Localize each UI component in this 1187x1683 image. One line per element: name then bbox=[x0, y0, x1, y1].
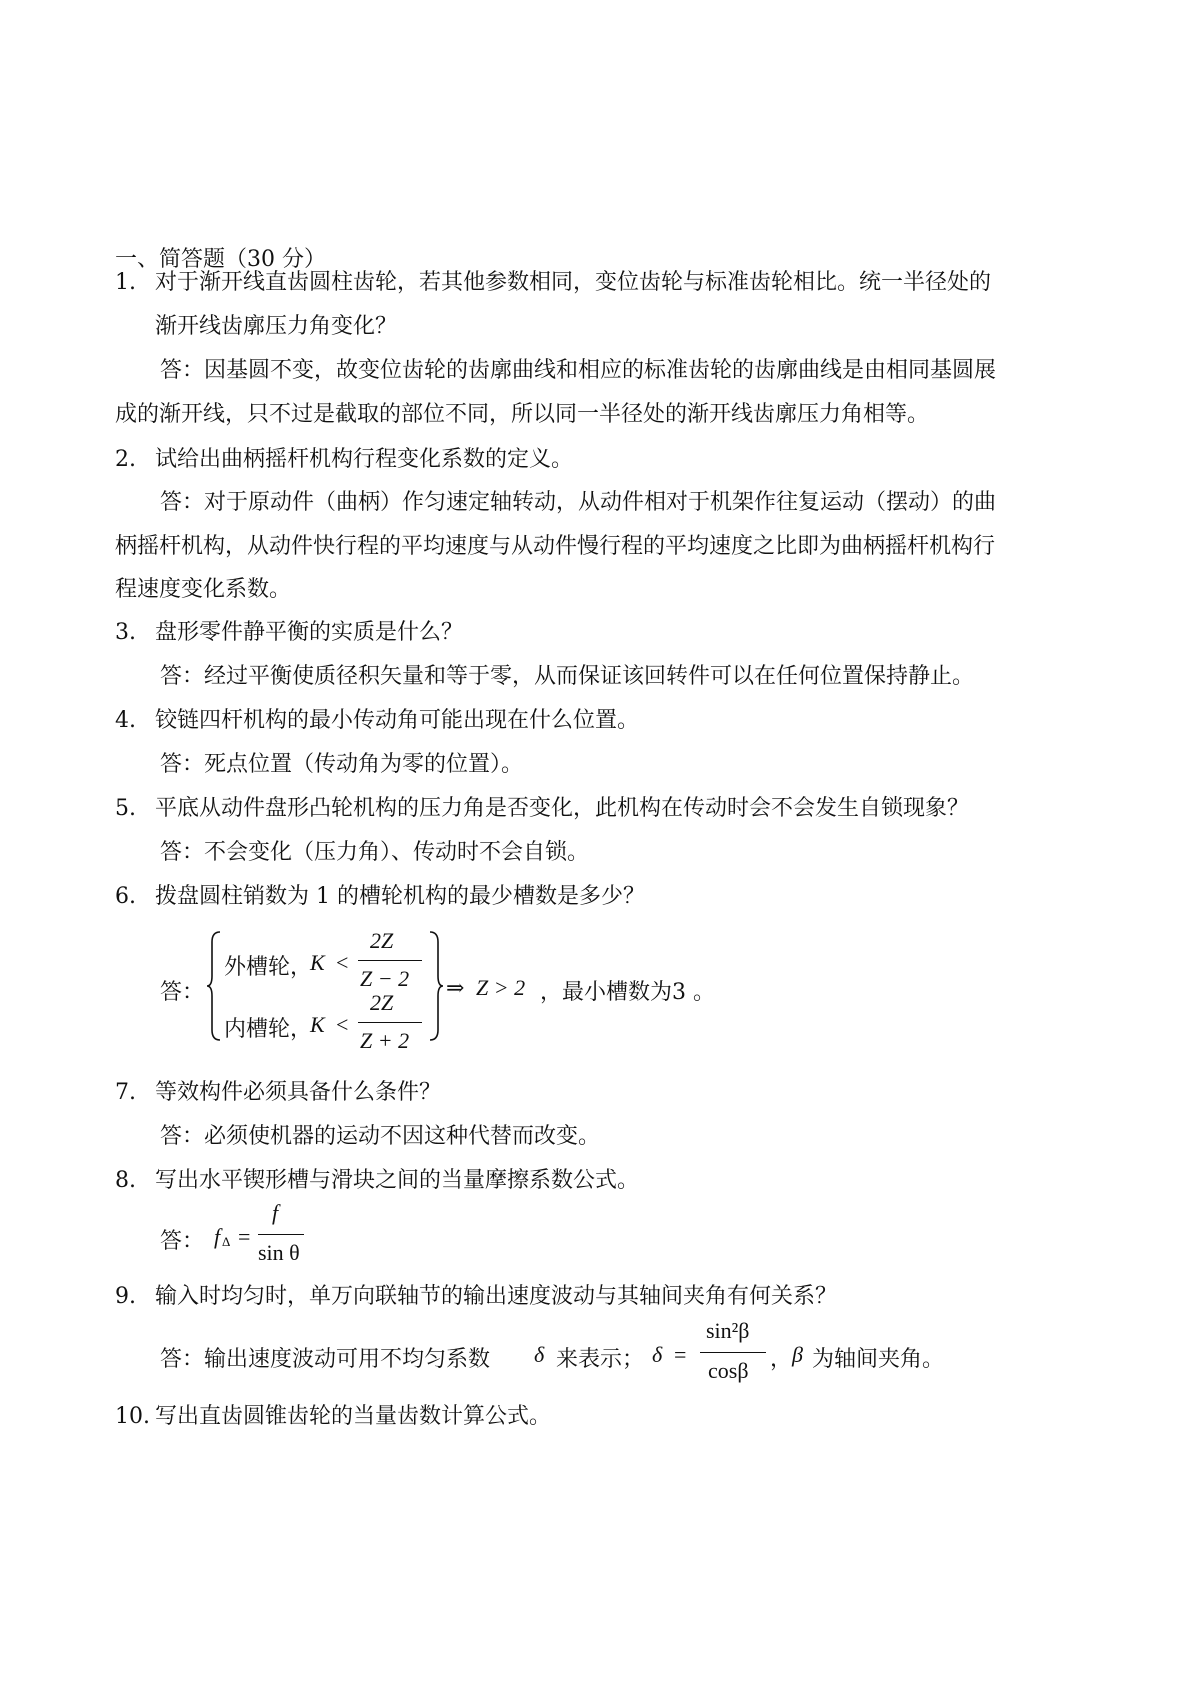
question-number: 7. bbox=[115, 1080, 136, 1105]
question-1-cont: 渐开线齿廓压力角变化？ bbox=[155, 314, 398, 339]
result-inequality: Z > 2 bbox=[476, 975, 526, 1000]
f-denominator: sin θ bbox=[258, 1240, 300, 1265]
answer-1-line-1: 答：因基圆不变，故变位齿轮的齿廓曲线和相应的标准齿轮的齿廓曲线是由相同基圆展 bbox=[160, 358, 997, 383]
left-brace-icon bbox=[206, 930, 222, 1042]
answer-4: 答：死点位置（传动角为零的位置）。 bbox=[160, 752, 524, 777]
answer-2-line-3: 程速度变化系数。 bbox=[115, 577, 292, 602]
delta-numerator: sin²β bbox=[706, 1318, 750, 1343]
outer-label: 外槽轮， bbox=[224, 955, 313, 980]
answer-prefix: 答：输出速度波动可用不均匀系数 bbox=[160, 1347, 491, 1372]
f-lhs: f bbox=[214, 1224, 221, 1249]
question-number: 5. bbox=[115, 796, 136, 821]
answer-1-line-2: 成的渐开线，只不过是截取的部位不同，所以同一半径处的渐开线齿廓压力角相等。 bbox=[115, 402, 930, 427]
inner-label: 内槽轮， bbox=[224, 1017, 313, 1042]
question-text: 平底从动件盘形凸轮机构的压力角是否变化，此机构在传动时会不会发生自锁现象？ bbox=[155, 796, 970, 821]
outer-k: K bbox=[310, 950, 325, 975]
answer-5: 答：不会变化（压力角）、传动时不会自锁。 bbox=[160, 840, 590, 865]
equals-sign: = bbox=[238, 1224, 251, 1249]
question-1 bbox=[115, 268, 991, 298]
question-text: 试给出曲柄摇杆机构行程变化系数的定义。 bbox=[155, 447, 574, 472]
question-text: 写出直齿圆锥齿轮的当量齿数计算公式。 bbox=[155, 1404, 552, 1429]
answer-mid: 来表示； bbox=[556, 1347, 645, 1372]
result-text: ，最小槽数为3 。 bbox=[540, 980, 715, 1005]
answer-prefix: 答： bbox=[160, 1229, 205, 1254]
question-text: 等效构件必须具备什么条件？ bbox=[155, 1080, 442, 1105]
question-5 bbox=[115, 794, 969, 824]
f-numerator: f bbox=[272, 1200, 279, 1225]
f-fraction-bar bbox=[258, 1234, 304, 1235]
answer-7: 答：必须使机器的运动不因这种代替而改变。 bbox=[160, 1124, 601, 1149]
question-number: 10. bbox=[115, 1404, 150, 1429]
question-9 bbox=[115, 1282, 837, 1312]
f-subscript: Δ bbox=[222, 1234, 231, 1249]
question-text: 输入时均匀时，单万向联轴节的输出速度波动与其轴间夹角有何关系？ bbox=[155, 1284, 838, 1309]
inner-k: K bbox=[310, 1012, 325, 1037]
question-text: 盘形零件静平衡的实质是什么？ bbox=[155, 620, 464, 645]
inner-numerator: 2Z bbox=[370, 990, 394, 1015]
implies-arrow: ⇒ bbox=[446, 975, 465, 1000]
question-2 bbox=[115, 445, 573, 475]
question-text: 对于渐开线直齿圆柱齿轮，若其他参数相同，变位齿轮与标准齿轮相比。统一半径处的 bbox=[155, 270, 992, 295]
question-text: 写出水平锲形槽与滑块之间的当量摩擦系数公式。 bbox=[155, 1168, 640, 1193]
question-3 bbox=[115, 618, 463, 648]
inner-denominator: Z + 2 bbox=[360, 1028, 410, 1053]
answer-end: 为轴间夹角。 bbox=[812, 1347, 945, 1372]
equals-sign: = bbox=[674, 1342, 687, 1367]
question-6 bbox=[115, 882, 645, 912]
answer-2-line-1: 答：对于原动件（曲柄）作匀速定轴转动，从动件相对于机架作往复运动（摆动）的曲 bbox=[160, 490, 997, 515]
question-10 bbox=[115, 1402, 551, 1432]
question-number: 8. bbox=[115, 1168, 136, 1193]
question-number: 3. bbox=[115, 620, 136, 645]
comma: ， bbox=[770, 1347, 793, 1372]
outer-fraction-bar bbox=[358, 960, 422, 961]
question-text: 铰链四杆机构的最小传动角可能出现在什么位置。 bbox=[155, 708, 640, 733]
question-number: 9. bbox=[115, 1284, 136, 1309]
question-number: 6. bbox=[115, 884, 136, 909]
beta-symbol: β bbox=[792, 1342, 803, 1367]
inner-lt: < bbox=[336, 1012, 349, 1037]
delta-symbol: δ bbox=[534, 1342, 545, 1367]
delta-denominator: cosβ bbox=[708, 1358, 749, 1383]
outer-lt: < bbox=[336, 950, 349, 975]
answer-prefix: 答： bbox=[160, 980, 205, 1005]
question-7 bbox=[115, 1078, 441, 1108]
section-heading: 一、简答题（30 分） bbox=[115, 247, 326, 272]
question-text: 拨盘圆柱销数为 1 的槽轮机构的最少槽数是多少？ bbox=[155, 884, 645, 909]
question-8 bbox=[115, 1166, 639, 1196]
question-number: 1. bbox=[115, 270, 136, 295]
delta-lhs: δ bbox=[652, 1342, 663, 1367]
answer-2-line-2: 柄摇杆机构，从动件快行程的平均速度与从动件慢行程的平均速度之比即为曲柄摇杆机构行 bbox=[115, 534, 996, 559]
outer-denominator: Z − 2 bbox=[360, 966, 410, 991]
question-number: 4. bbox=[115, 708, 136, 733]
answer-3: 答：经过平衡使质径积矢量和等于零，从而保证该回转件可以在任何位置保持静止。 bbox=[160, 664, 975, 689]
outer-numerator: 2Z bbox=[370, 928, 394, 953]
question-number: 2. bbox=[115, 447, 136, 472]
question-4 bbox=[115, 706, 639, 736]
right-brace-icon bbox=[428, 930, 444, 1042]
delta-fraction-bar bbox=[700, 1352, 766, 1353]
inner-fraction-bar bbox=[358, 1022, 422, 1023]
